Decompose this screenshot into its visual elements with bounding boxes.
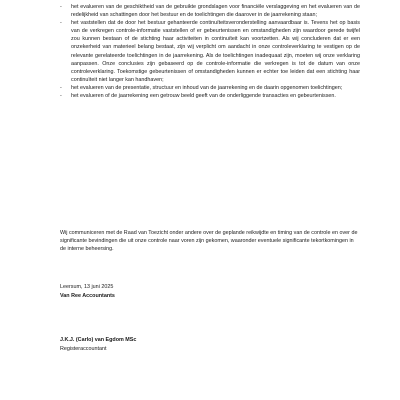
place-date: Leersum, 13 juni 2025 (60, 284, 114, 290)
list-item (60, 84, 360, 92)
communication-paragraph: Wij communiceren met de Raad van Toezicht onder andere over de geplande reikwijdte en timing van de controle en over de significante bevindingen die uit onze controle naar voren zijn gekomen, waaronder eventuele significante tekortkomingen in de interne beheersing. (60, 230, 358, 253)
dash-bullet: - (60, 84, 62, 91)
dash-bullet: - (60, 93, 62, 100)
dash-bullet: - (60, 4, 62, 10)
dash-bullet: - (60, 20, 62, 27)
firm-name: Van Ree Accountants (60, 293, 115, 299)
list-item (60, 92, 360, 100)
list-item-text: het evalueren van de presentatie, structuur en inhoud van de jaarrekening en de daarin opgenomen toelichtingen; (71, 84, 343, 91)
list-item (60, 19, 360, 84)
list-item-text: het evalueren of de jaarrekening een getrouw beeld geeft van de onderliggende transacties en gebeurtenissen. (71, 93, 336, 100)
list-item-text: het vaststellen dat de door het bestuur gehanteerde continuïteitsveronderstelling aanvaardbaar is. Tevens het op basis van de verkregen controle-informatie vaststellen of er gebeurtenissen en omstandigheden zijn waardoor gerede twijfel zou kunnen bestaan of de stichting haar activiteiten in continuïteit kan voortzetten. Als wij concluderen dat er een onzekerheid van materieel belang bestaat, zijn wij verplicht om aandacht in onze controleverklaring te vestigen op de relevante gerelateerde toelichtingen in de jaarrekening. Als de toelichtingen inadequaat zijn, moeten wij onze verklaring aanpassen. Onze conclusies zijn gebaseerd op de controle-informatie die verkregen is tot de datum van onze controleverklaring. Toekomstige gebeurtenissen of omstandigheden kunnen er echter toe leiden dat een stichting haar continuïteit niet langer kan handhaven; (71, 20, 360, 83)
list-item-text: het evalueren van de geschiktheid van de gebruikte grondslagen voor financiële verslaggeving en het evalueren van de redelijkheid van schattingen door het bestuur en de toelichtingen die daarover in de jaarrekening staan; (71, 4, 360, 19)
signer-name: J.K.J. (Carlo) van Egdom MSc (60, 337, 137, 343)
list-item (60, 3, 360, 19)
procedures-list (60, 3, 360, 100)
signer-title: Registeraccountant (60, 346, 107, 352)
